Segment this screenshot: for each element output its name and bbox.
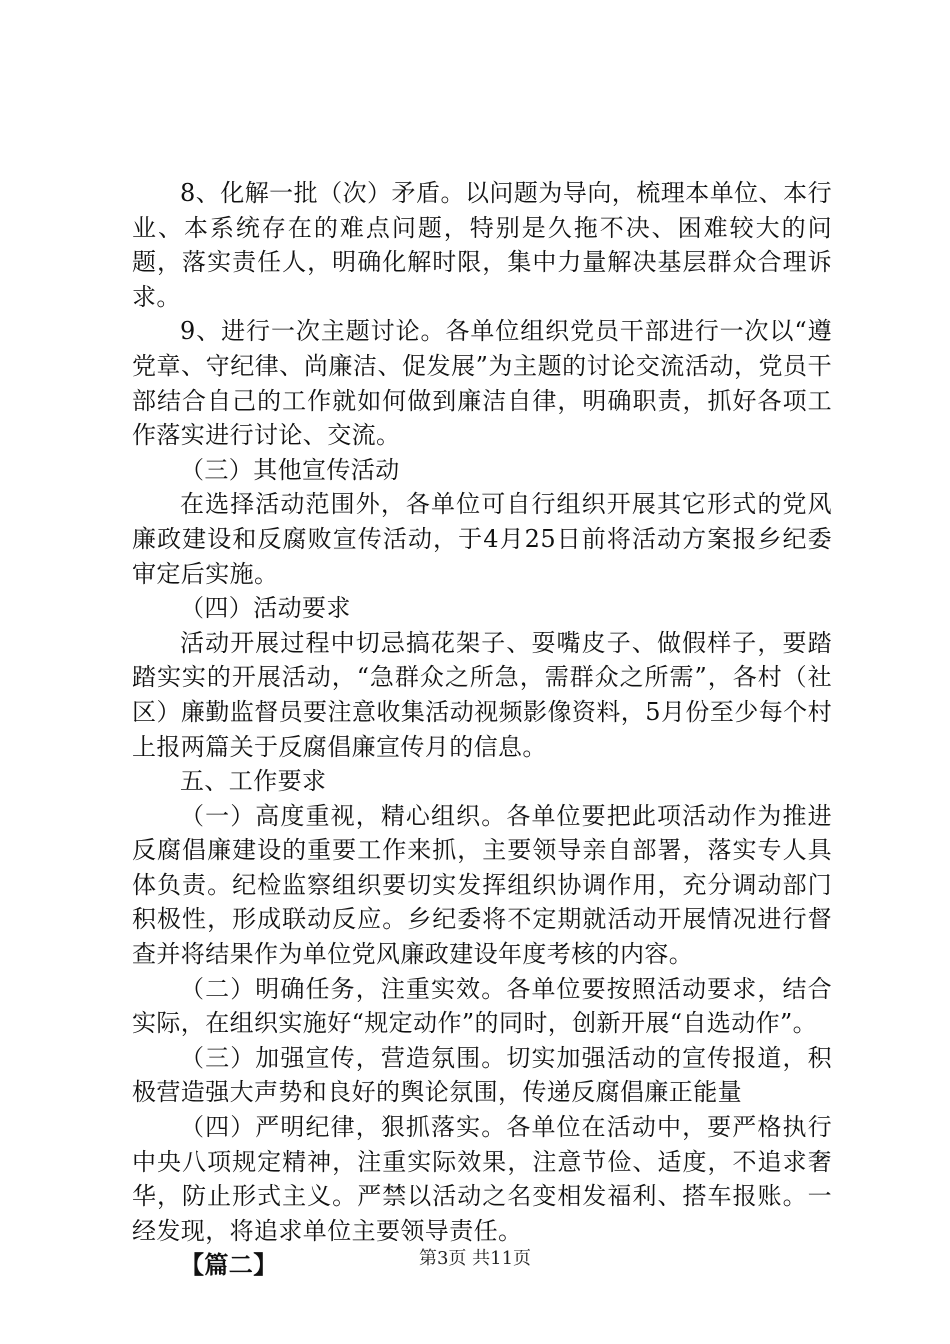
page-number-footer: 第3页 共11页: [418, 1248, 532, 1269]
paragraph-item-9: 9、进行一次主题讨论。各单位组织党员干部进行一次以“遵党章、守纪律、尚廉洁、促发展”为主题的讨论交流活动，党员干部结合自己的工作就如何做到廉洁自律，明确职责，抓好各项工作落实进行讨论、交流。: [132, 317, 832, 450]
part-two-heading: 【篇二】: [180, 1250, 278, 1280]
paragraph-item-8: 8、化解一批（次）矛盾。以问题为导向，梳理本单位、本行业、本系统存在的难点问题，特别是久拖不决、困难较大的问题，落实责任人，明确化解时限，集中力量解决基层群众合理诉求。: [132, 179, 832, 311]
section-heading-work-requirements: 五、工作要求: [180, 767, 327, 796]
requirement-item-4: （四）严明纪律，狠抓落实。各单位在活动中，要严格执行中央八项规定精神，注重实际效果，注意节俭、适度，不追求奢华，防止形式主义。严禁以活动之名变相发福利、搭车报账。一经发现，将追求单位主要领导责任。: [132, 1113, 832, 1245]
requirement-item-2: （二）明确任务，注重实效。各单位要按照活动要求，结合实际，在组织实施好“规定动作”的同时，创新开展“自选动作”。: [132, 974, 832, 1038]
requirement-item-1: （一）高度重视，精心组织。各单位要把此项活动作为推进反腐倡廉建设的重要工作来抓，主要领导亲自部署，落实专人具体负责。纪检监察组织要切实发挥组织协调作用，充分调动部门积极性，形成联动反应。乡纪委将不定期就活动开展情况进行督查并将结果作为单位党风廉政建设年度考核的内容。: [132, 801, 832, 969]
requirement-item-3: （三）加强宣传，营造氛围。切实加强活动的宣传报道，积极营造强大声势和良好的舆论氛围，传递反腐倡廉正能量: [132, 1043, 832, 1107]
document-body: [132, 176, 832, 1283]
section-heading-activity-requirements: （四）活动要求: [180, 594, 351, 623]
section-heading-other-activities: （三）其他宣传活动: [180, 455, 400, 484]
paragraph-other-activities: 在选择活动范围外，各单位可自行组织开展其它形式的党风廉政建设和反腐败宣传活动，于4月25日前将活动方案报乡纪委审定后实施。: [132, 490, 832, 588]
paragraph-activity-requirements: 活动开展过程中切忌搞花架子、耍嘴皮子、做假样子，要踏踏实实的开展活动，“急群众之所急，需群众之所需”，各村（社区）廉勤监督员要注意收集活动视频影像资料，5月份至少每个村上报两篇关于反腐倡廉宣传月的信息。: [132, 628, 832, 761]
